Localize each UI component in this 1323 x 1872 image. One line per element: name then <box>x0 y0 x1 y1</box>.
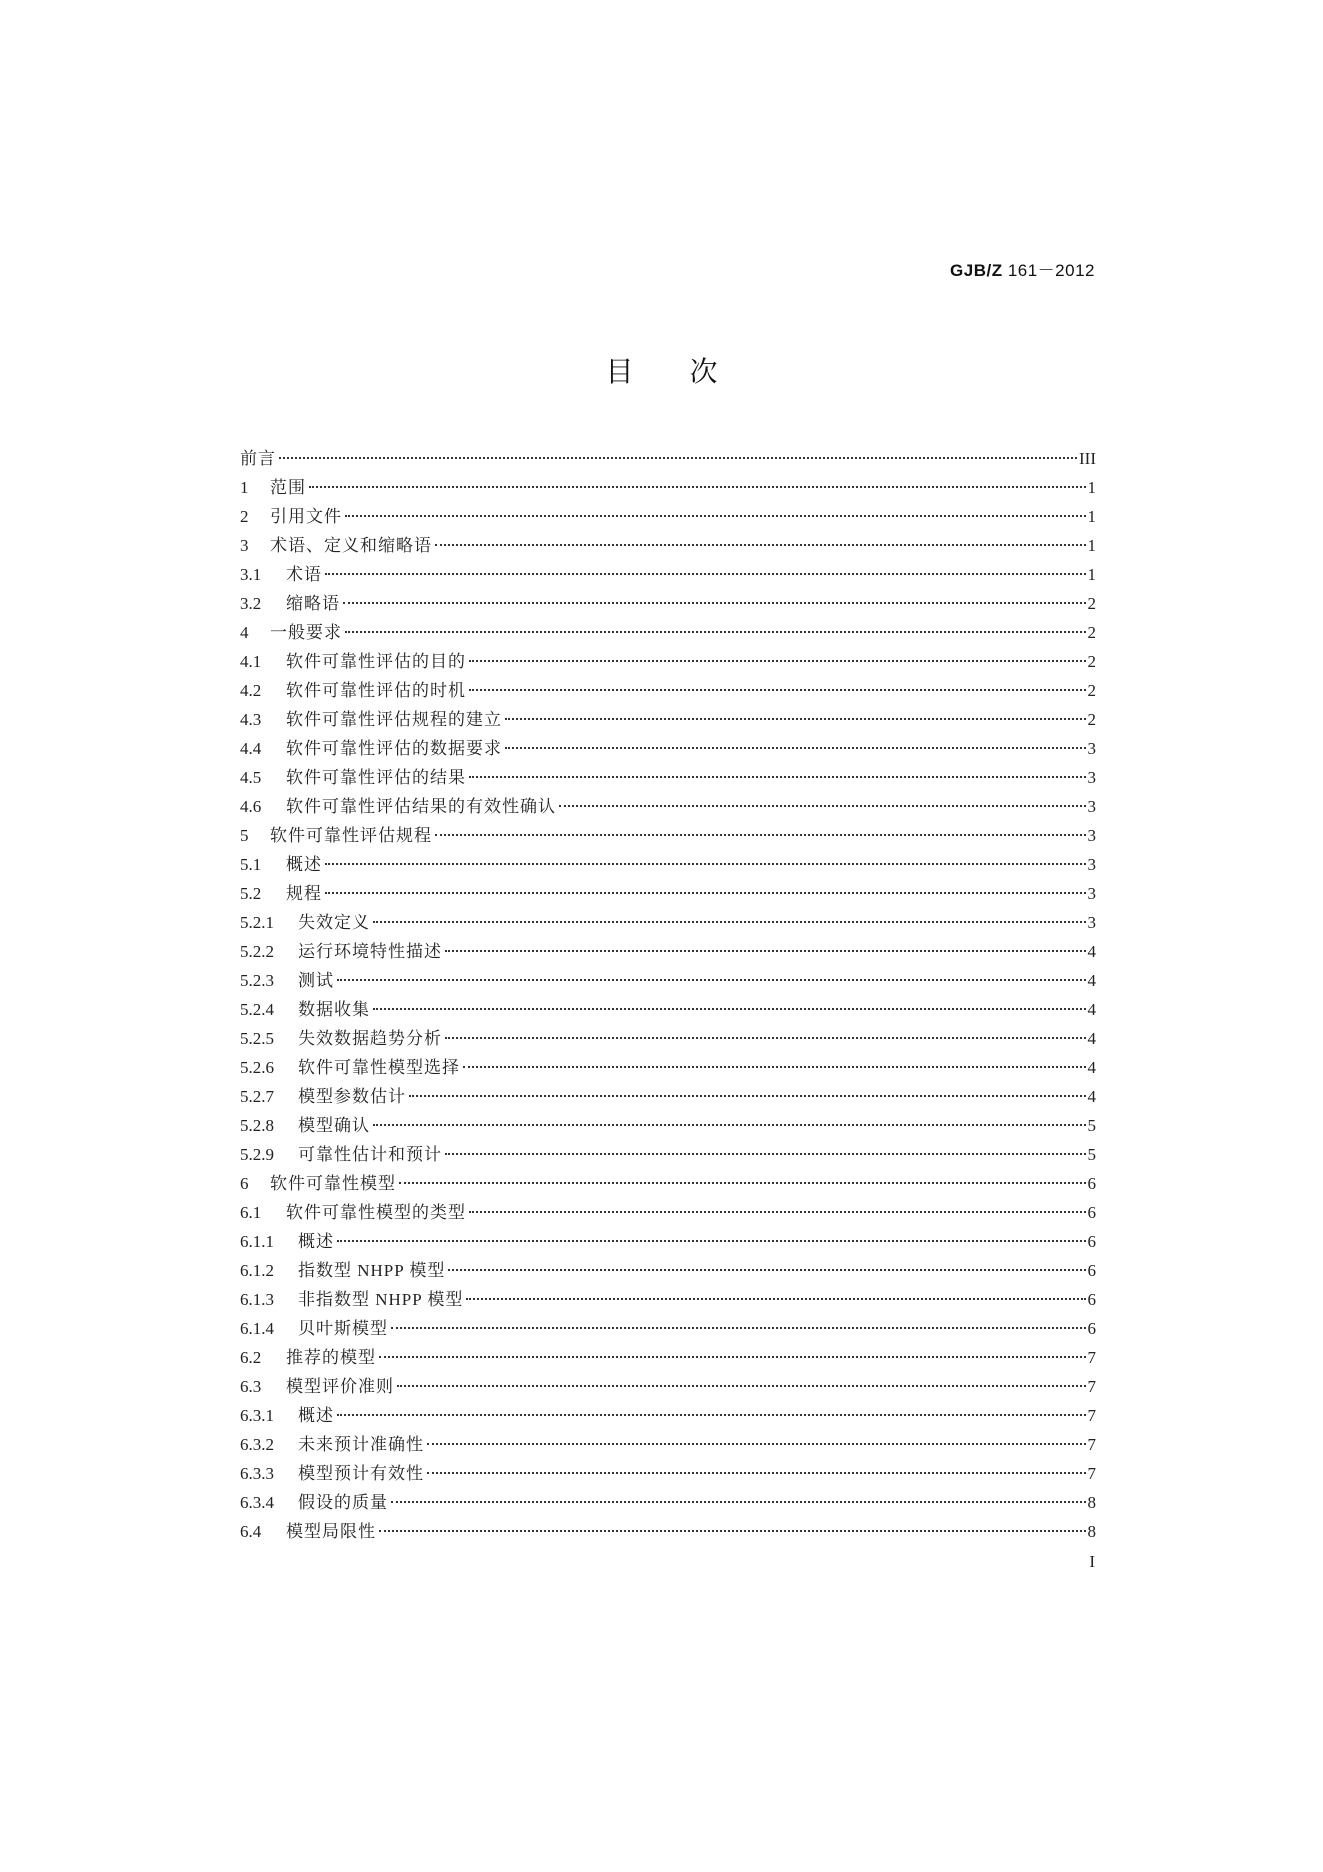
toc-entry-page: 1 <box>1087 507 1096 526</box>
toc-entry-number: 5.2.8 <box>240 1116 274 1135</box>
toc-entry-title: 运行环境特性描述 <box>298 942 442 961</box>
toc-leader-dots <box>427 1443 1086 1445</box>
toc-entry-title: 软件可靠性评估结果的有效性确认 <box>286 797 556 816</box>
toc-entry-page: III <box>1079 449 1096 468</box>
toc-entry-number: 5.2.9 <box>240 1145 274 1164</box>
toc-entry-number: 3 <box>240 536 249 555</box>
toc-entry[interactable] <box>240 705 1096 734</box>
toc-entry[interactable] <box>240 1082 1096 1111</box>
toc-entry-title: 模型局限性 <box>286 1522 376 1541</box>
toc-entry-title: 贝叶斯模型 <box>298 1319 388 1338</box>
toc-entry[interactable] <box>240 763 1096 792</box>
toc-entry-title: 软件可靠性评估规程的建立 <box>286 710 502 729</box>
toc-entry-page: 8 <box>1087 1522 1096 1541</box>
toc-entry-title: 测试 <box>298 971 334 990</box>
toc-leader-dots <box>379 1530 1086 1532</box>
toc-entry-number: 5.2.5 <box>240 1029 274 1048</box>
toc-leader-dots <box>397 1385 1086 1387</box>
toc-entry-title: 软件可靠性评估规程 <box>270 826 432 845</box>
toc-leader-dots <box>373 1008 1086 1010</box>
toc-entry-page: 4 <box>1087 1087 1096 1106</box>
toc-entry-title: 一般要求 <box>270 623 342 642</box>
toc-entry-page: 3 <box>1087 739 1096 758</box>
toc-entry-title: 软件可靠性模型的类型 <box>286 1203 466 1222</box>
toc-leader-dots <box>325 863 1086 865</box>
document-code-prefix: GJB/Z <box>950 261 1003 280</box>
toc-entry-number: 5.2.3 <box>240 971 274 990</box>
toc-leader-dots <box>505 747 1086 749</box>
toc-leader-dots <box>469 660 1086 662</box>
toc-entry-page: 7 <box>1087 1406 1096 1425</box>
toc-entry-page: 1 <box>1087 536 1096 555</box>
toc-leader-dots <box>399 1182 1086 1184</box>
toc-leader-dots <box>445 1037 1086 1039</box>
toc-entry-page: 2 <box>1087 594 1096 613</box>
table-of-contents <box>240 444 1096 1546</box>
toc-entry-number: 5.2.6 <box>240 1058 274 1077</box>
toc-entry-page: 2 <box>1087 623 1096 642</box>
toc-entry[interactable] <box>240 1053 1096 1082</box>
toc-entry-page: 6 <box>1087 1203 1096 1222</box>
toc-entry-title: 数据收集 <box>298 1000 370 1019</box>
toc-entry-page: 5 <box>1087 1145 1096 1164</box>
toc-entry-page: 4 <box>1087 1029 1096 1048</box>
toc-entry-number: 6.1.1 <box>240 1232 274 1251</box>
toc-entry[interactable] <box>240 879 1096 908</box>
toc-leader-dots <box>409 1095 1086 1097</box>
toc-entry[interactable] <box>240 1227 1096 1256</box>
toc-entry[interactable] <box>240 995 1096 1024</box>
toc-leader-dots <box>373 921 1086 923</box>
toc-entry-number: 6 <box>240 1174 249 1193</box>
toc-entry-page: 1 <box>1087 478 1096 497</box>
toc-entry-number: 4.5 <box>240 768 262 787</box>
toc-entry-page: 6 <box>1087 1232 1096 1251</box>
toc-entry[interactable] <box>240 1140 1096 1169</box>
toc-entry-title: 未来预计准确性 <box>298 1435 424 1454</box>
toc-entry-title: 模型确认 <box>298 1116 370 1135</box>
toc-entry-page: 3 <box>1087 855 1096 874</box>
toc-entry-title: 软件可靠性评估的结果 <box>286 768 466 787</box>
toc-entry-number: 1 <box>240 478 249 497</box>
toc-entry-title: 缩略语 <box>286 594 340 613</box>
toc-leader-dots <box>445 1153 1086 1155</box>
toc-leader-dots <box>435 834 1086 836</box>
toc-entry-page: 2 <box>1087 652 1096 671</box>
toc-entry-title: 可靠性估计和预计 <box>298 1145 442 1164</box>
toc-entry-number: 6.3.1 <box>240 1406 274 1425</box>
toc-leader-dots <box>466 1298 1085 1300</box>
toc-entry-number: 3.1 <box>240 565 262 584</box>
toc-leader-dots <box>391 1501 1086 1503</box>
toc-entry-title: 术语、定义和缩略语 <box>270 536 432 555</box>
toc-entry[interactable] <box>240 1256 1096 1285</box>
toc-entry[interactable] <box>240 676 1096 705</box>
toc-leader-dots <box>469 776 1086 778</box>
toc-leader-dots <box>325 573 1086 575</box>
toc-leader-dots <box>469 1211 1086 1213</box>
toc-entry-page: 6 <box>1087 1290 1096 1309</box>
toc-entry-title: 规程 <box>286 884 322 903</box>
toc-entry-number: 6.3.2 <box>240 1435 274 1454</box>
toc-entry-number: 4.6 <box>240 797 262 816</box>
toc-entry[interactable] <box>240 1343 1096 1372</box>
toc-entry[interactable] <box>240 1401 1096 1430</box>
toc-entry[interactable] <box>240 1169 1096 1198</box>
toc-entry[interactable] <box>240 850 1096 879</box>
toc-leader-dots <box>391 1327 1086 1329</box>
toc-entry-title: 概述 <box>298 1232 334 1251</box>
toc-leader-dots <box>435 544 1086 546</box>
toc-entry-title: 软件可靠性模型选择 <box>298 1058 460 1077</box>
toc-entry-title: 软件可靠性评估的数据要求 <box>286 739 502 758</box>
toc-entry-title: 模型参数估计 <box>298 1087 406 1106</box>
toc-entry[interactable] <box>240 792 1096 821</box>
toc-entry-title: 范围 <box>270 478 306 497</box>
toc-entry[interactable] <box>240 937 1096 966</box>
toc-leader-dots <box>337 1240 1086 1242</box>
toc-entry[interactable] <box>240 502 1096 531</box>
toc-leader-dots <box>279 457 1077 459</box>
toc-entry-number: 4.4 <box>240 739 262 758</box>
toc-entry-page: 5 <box>1087 1116 1096 1135</box>
toc-entry[interactable] <box>240 444 1096 473</box>
toc-entry-number: 4 <box>240 623 249 642</box>
toc-leader-dots <box>559 805 1086 807</box>
toc-leader-dots <box>343 602 1086 604</box>
toc-entry[interactable] <box>240 966 1096 995</box>
toc-leader-dots <box>379 1356 1086 1358</box>
toc-entry[interactable] <box>240 1372 1096 1401</box>
toc-entry-number: 4.1 <box>240 652 262 671</box>
toc-entry-title: 非指数型 NHPP 模型 <box>298 1290 464 1309</box>
toc-leader-dots <box>325 892 1086 894</box>
toc-entry-number: 6.1 <box>240 1203 262 1222</box>
toc-entry-number: 5.2.4 <box>240 1000 274 1019</box>
toc-leader-dots <box>345 631 1086 633</box>
toc-entry-number: 6.1.4 <box>240 1319 274 1338</box>
toc-entry[interactable] <box>240 647 1096 676</box>
toc-entry-page: 3 <box>1087 884 1096 903</box>
toc-entry[interactable] <box>240 473 1096 502</box>
toc-entry-page: 2 <box>1087 710 1096 729</box>
toc-entry-title: 概述 <box>298 1406 334 1425</box>
toc-entry-number: 5.2.7 <box>240 1087 274 1106</box>
toc-title-char-2: 次 <box>689 355 718 388</box>
toc-entry-page: 3 <box>1087 797 1096 816</box>
toc-entry-number: 6.2 <box>240 1348 262 1367</box>
toc-entry-page: 3 <box>1087 768 1096 787</box>
toc-entry-page: 7 <box>1087 1377 1096 1396</box>
toc-entry-number: 5 <box>240 826 249 845</box>
toc-entry[interactable] <box>240 1517 1096 1546</box>
toc-entry-number: 5.1 <box>240 855 262 874</box>
toc-entry-page: 3 <box>1087 826 1096 845</box>
toc-entry-number: 6.3 <box>240 1377 262 1396</box>
toc-entry[interactable] <box>240 1430 1096 1459</box>
toc-entry[interactable] <box>240 734 1096 763</box>
page-number: I <box>1089 1552 1095 1571</box>
toc-entry-page: 4 <box>1087 971 1096 990</box>
toc-entry-number: 5.2 <box>240 884 262 903</box>
toc-entry[interactable] <box>240 1488 1096 1517</box>
toc-entry[interactable] <box>240 1111 1096 1140</box>
toc-entry-number: 4.2 <box>240 681 262 700</box>
toc-entry-title: 前言 <box>240 449 276 468</box>
toc-entry-title: 引用文件 <box>270 507 342 526</box>
toc-entry-page: 4 <box>1087 1058 1096 1077</box>
toc-entry-number: 4.3 <box>240 710 262 729</box>
toc-entry[interactable] <box>240 908 1096 937</box>
toc-leader-dots <box>309 486 1086 488</box>
toc-entry-title: 推荐的模型 <box>286 1348 376 1367</box>
toc-entry[interactable] <box>240 1285 1096 1314</box>
toc-entry[interactable] <box>240 1198 1096 1227</box>
toc-entry-title: 假设的质量 <box>298 1493 388 1512</box>
toc-entry[interactable] <box>240 618 1096 647</box>
toc-title-char-1: 目 <box>605 355 634 388</box>
toc-entry-title: 软件可靠性模型 <box>270 1174 396 1193</box>
toc-leader-dots <box>469 689 1086 691</box>
toc-leader-dots <box>345 515 1086 517</box>
toc-entry-title: 失效数据趋势分析 <box>298 1029 442 1048</box>
toc-entry-page: 2 <box>1087 681 1096 700</box>
toc-leader-dots <box>337 1414 1086 1416</box>
toc-entry[interactable] <box>240 821 1096 850</box>
document-code-number: 161－2012 <box>1007 261 1095 280</box>
toc-entry-title: 失效定义 <box>298 913 370 932</box>
toc-leader-dots <box>505 718 1086 720</box>
toc-entry-page: 8 <box>1087 1493 1096 1512</box>
toc-leader-dots <box>373 1124 1086 1126</box>
toc-entry-number: 6.4 <box>240 1522 262 1541</box>
toc-leader-dots <box>337 979 1086 981</box>
toc-entry-page: 4 <box>1087 942 1096 961</box>
toc-entry-page: 6 <box>1087 1174 1096 1193</box>
toc-entry-title: 术语 <box>286 565 322 584</box>
toc-entry[interactable] <box>240 531 1096 560</box>
toc-entry-page: 7 <box>1087 1348 1096 1367</box>
toc-entry-title: 指数型 NHPP 模型 <box>298 1261 446 1280</box>
toc-entry-page: 6 <box>1087 1319 1096 1338</box>
toc-entry[interactable] <box>240 1459 1096 1488</box>
toc-leader-dots <box>463 1066 1086 1068</box>
toc-entry-number: 3.2 <box>240 594 262 613</box>
toc-entry-number: 5.2.2 <box>240 942 274 961</box>
toc-leader-dots <box>427 1472 1086 1474</box>
toc-entry[interactable] <box>240 589 1096 618</box>
toc-entry[interactable] <box>240 560 1096 589</box>
toc-entry-number: 6.3.3 <box>240 1464 274 1483</box>
toc-entry-page: 7 <box>1087 1464 1096 1483</box>
toc-title <box>0 350 1323 390</box>
toc-entry[interactable] <box>240 1314 1096 1343</box>
toc-entry-title: 软件可靠性评估的目的 <box>286 652 466 671</box>
toc-entry-page: 1 <box>1087 565 1096 584</box>
toc-leader-dots <box>448 1269 1085 1271</box>
toc-entry-title: 软件可靠性评估的时机 <box>286 681 466 700</box>
document-code <box>950 256 1095 281</box>
toc-entry-page: 6 <box>1087 1261 1096 1280</box>
toc-entry-page: 3 <box>1087 913 1096 932</box>
toc-entry-number: 6.3.4 <box>240 1493 274 1512</box>
toc-entry-page: 4 <box>1087 1000 1096 1019</box>
toc-entry-title: 模型评价准则 <box>286 1377 394 1396</box>
toc-entry-title: 模型预计有效性 <box>298 1464 424 1483</box>
toc-entry-title: 概述 <box>286 855 322 874</box>
toc-leader-dots <box>445 950 1086 952</box>
toc-entry-number: 2 <box>240 507 249 526</box>
toc-entry-number: 6.1.2 <box>240 1261 274 1280</box>
toc-entry-number: 5.2.1 <box>240 913 274 932</box>
toc-entry[interactable] <box>240 1024 1096 1053</box>
toc-entry-page: 7 <box>1087 1435 1096 1454</box>
toc-entry-number: 6.1.3 <box>240 1290 274 1309</box>
